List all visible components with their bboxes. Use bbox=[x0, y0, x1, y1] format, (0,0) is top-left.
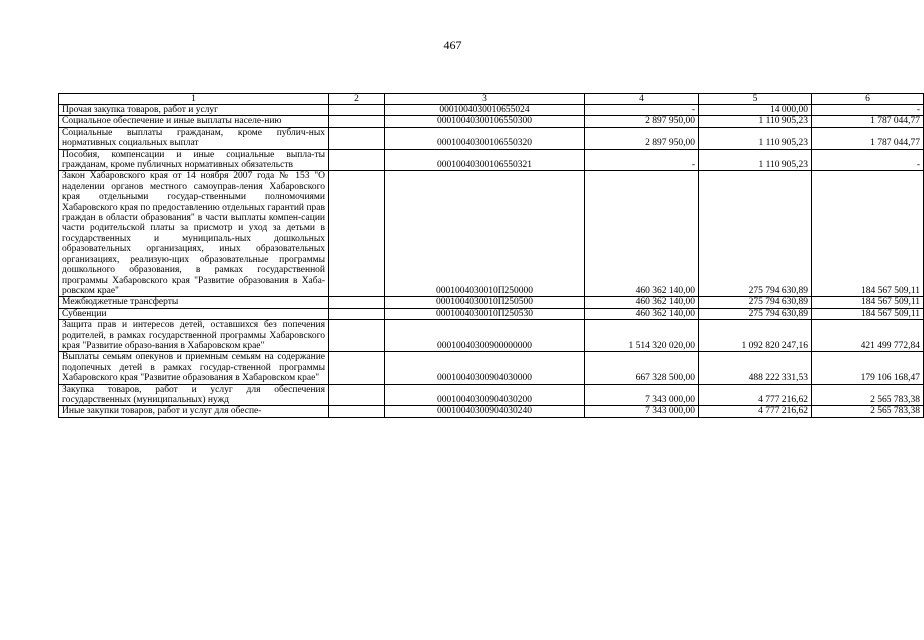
row-name: Защита прав и интересов детей, оставшихся без попечения родителей, в рамках государственной программы Хабаровского края "Развитие образо-вания в Хабаровском крае" bbox=[59, 320, 329, 352]
row-code: 0001004030010655024 bbox=[385, 105, 585, 116]
row-col5: 275 794 630,89 bbox=[699, 171, 812, 297]
row-col5: 4 777 216,62 bbox=[699, 384, 812, 406]
row-code: 00010040300106550320 bbox=[385, 127, 585, 149]
row-code: 0001004030010П250000 bbox=[385, 171, 585, 297]
row-code: 00010040300904030000 bbox=[385, 352, 585, 384]
row-col5: 4 777 216,62 bbox=[699, 406, 812, 417]
row-col5: 14 000,00 bbox=[699, 105, 812, 116]
row-col4: 667 328 500,00 bbox=[585, 352, 699, 384]
row-col5: 488 222 331,53 bbox=[699, 352, 812, 384]
table-row bbox=[59, 171, 924, 297]
row-col6: 184 567 509,11 bbox=[812, 297, 924, 308]
row-col6: - bbox=[812, 149, 924, 171]
row-name: Выплаты семьям опекунов и приемным семьям на содержание подопечных детей в рамках государ-ственной программы Хабаровского края "Развитие образования в Хабаровском крае" bbox=[59, 352, 329, 384]
table-row bbox=[59, 406, 924, 417]
row-col2 bbox=[329, 105, 385, 116]
column-header: 6 bbox=[812, 94, 924, 105]
row-name: Пособия, компенсации и иные социальные выпла-ты гражданам, кроме публичных нормативных обязательств bbox=[59, 149, 329, 171]
row-col4: - bbox=[585, 105, 699, 116]
row-col6: 2 565 783,38 bbox=[812, 384, 924, 406]
row-col5: 275 794 630,89 bbox=[699, 297, 812, 308]
row-name: Прочая закупка товаров, работ и услуг bbox=[59, 105, 329, 116]
table-row bbox=[59, 384, 924, 406]
row-code: 00010040300106550300 bbox=[385, 116, 585, 127]
row-code: 00010040300904030240 bbox=[385, 406, 585, 417]
row-name: Социальные выплаты гражданам, кроме публич-ных нормативных социальных выплат bbox=[59, 127, 329, 149]
row-col4: 7 343 000,00 bbox=[585, 406, 699, 417]
table-row bbox=[59, 116, 924, 127]
row-col4: 460 362 140,00 bbox=[585, 308, 699, 319]
budget-table bbox=[58, 93, 924, 418]
row-code: 0001004030010П250530 bbox=[385, 308, 585, 319]
row-col6: 1 787 044,77 bbox=[812, 127, 924, 149]
row-name: Иные закупки товаров, работ и услуг для обеспе- bbox=[59, 406, 329, 417]
column-header: 2 bbox=[329, 94, 385, 105]
row-col4: - bbox=[585, 149, 699, 171]
table-row bbox=[59, 352, 924, 384]
column-header: 5 bbox=[699, 94, 812, 105]
row-name: Межбюджетные трансферты bbox=[59, 297, 329, 308]
row-col5: 1 110 905,23 bbox=[699, 127, 812, 149]
row-code: 00010040300900000000 bbox=[385, 320, 585, 352]
table-row bbox=[59, 149, 924, 171]
row-name: Социальное обеспечение и иные выплаты населе-нию bbox=[59, 116, 329, 127]
row-col4: 2 897 950,00 bbox=[585, 116, 699, 127]
table-row bbox=[59, 105, 924, 116]
table-row bbox=[59, 127, 924, 149]
row-col5: 275 794 630,89 bbox=[699, 308, 812, 319]
row-col2 bbox=[329, 297, 385, 308]
row-col4: 1 514 320 020,00 bbox=[585, 320, 699, 352]
row-col6: 421 499 772,84 bbox=[812, 320, 924, 352]
row-col6: 184 567 509,11 bbox=[812, 308, 924, 319]
row-col4: 7 343 000,00 bbox=[585, 384, 699, 406]
row-col2 bbox=[329, 116, 385, 127]
table-row bbox=[59, 308, 924, 319]
row-col2 bbox=[329, 320, 385, 352]
row-col6: - bbox=[812, 105, 924, 116]
page-number: 467 bbox=[443, 38, 462, 52]
row-code: 0001004030010П250500 bbox=[385, 297, 585, 308]
row-col5: 1 092 820 247,16 bbox=[699, 320, 812, 352]
row-code: 00010040300106550321 bbox=[385, 149, 585, 171]
row-col6: 2 565 783,38 bbox=[812, 406, 924, 417]
row-col5: 1 110 905,23 bbox=[699, 149, 812, 171]
table-row bbox=[59, 297, 924, 308]
row-name: Закон Хабаровского края от 14 ноября 2007 года № 153 "О наделении органов местного самоуправ-ления Хабаровского края отдельными государ-ственными полномочиями Хабаровского края по предоставлению отдельных гарантий прав граждан в области образования" в части выплаты компен-сации части родительской платы за присмотр и уход за детьми в государственных и муниципаль-ных дошкольных образовательных организациях, иных образовательных организациях, реализую-щих образовательные программы дошкольного образования, в рамках государственной программы Хабаровского края "Развитие образования в Хаба-ровском крае" bbox=[59, 171, 329, 297]
row-col2 bbox=[329, 127, 385, 149]
row-name: Закупка товаров, работ и услуг для обеспечения государственных (муниципальных) нужд bbox=[59, 384, 329, 406]
row-col4: 460 362 140,00 bbox=[585, 171, 699, 297]
table-row bbox=[59, 320, 924, 352]
row-col4: 2 897 950,00 bbox=[585, 127, 699, 149]
column-header: 3 bbox=[385, 94, 585, 105]
row-col2 bbox=[329, 149, 385, 171]
row-col2 bbox=[329, 406, 385, 417]
row-col6: 184 567 509,11 bbox=[812, 171, 924, 297]
row-col6: 1 787 044,77 bbox=[812, 116, 924, 127]
row-col5: 1 110 905,23 bbox=[699, 116, 812, 127]
row-col2 bbox=[329, 308, 385, 319]
row-col2 bbox=[329, 384, 385, 406]
row-name: Субвенции bbox=[59, 308, 329, 319]
table-header-row bbox=[59, 94, 924, 105]
row-col6: 179 106 168,47 bbox=[812, 352, 924, 384]
column-header: 4 bbox=[585, 94, 699, 105]
row-col2 bbox=[329, 352, 385, 384]
column-header: 1 bbox=[59, 94, 329, 105]
row-code: 00010040300904030200 bbox=[385, 384, 585, 406]
row-col2 bbox=[329, 171, 385, 297]
row-col4: 460 362 140,00 bbox=[585, 297, 699, 308]
